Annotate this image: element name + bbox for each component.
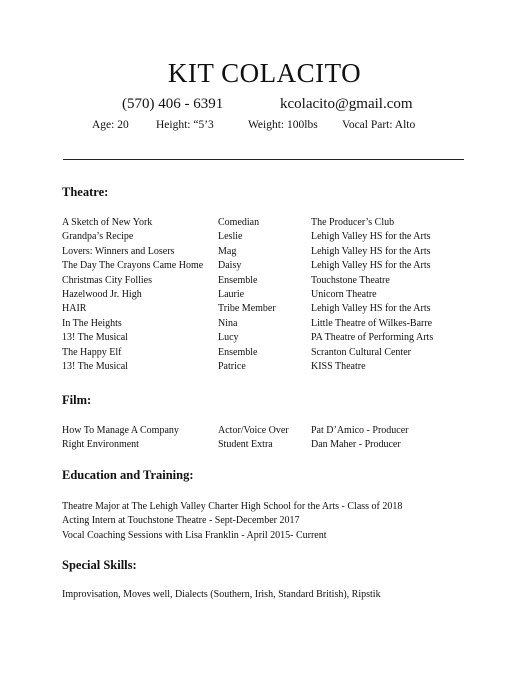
list-item: Improvisation, Moves well, Dialects (Southern, Irish, Standard British), Ripstik (62, 589, 381, 600)
credit-title: Hazelwood Jr. High (62, 288, 142, 300)
credit-role: Ensemble (218, 346, 258, 358)
credit-role: Student Extra (218, 439, 273, 451)
credit-venue: PA Theatre of Performing Arts (311, 332, 434, 344)
table-row (62, 245, 482, 259)
credit-role: Comedian (218, 217, 260, 228)
table-row (62, 360, 482, 374)
credit-role: Patrice (218, 360, 246, 372)
credit-title: Christmas City Follies (62, 274, 153, 286)
height-label: Height: “5’3 (156, 119, 214, 131)
education-heading: Education and Training: (62, 468, 194, 482)
table-row (62, 438, 482, 452)
credit-title: The Happy Elf (62, 346, 122, 358)
credit-title: 13! The Musical (62, 360, 128, 372)
table-row (62, 216, 482, 230)
credit-role: Ensemble (218, 274, 258, 286)
credit-role: Daisy (218, 260, 242, 272)
phone-number: (570) 406 - 6391 (122, 96, 224, 112)
table-row (62, 274, 482, 288)
header-divider (63, 159, 464, 160)
credit-venue: The Producer’s Club (311, 217, 395, 228)
table-row (62, 346, 482, 360)
credit-role: Lucy (218, 332, 239, 344)
age-label: Age: 20 (92, 119, 129, 131)
table-row (62, 331, 482, 345)
credit-role: Tribe Member (218, 303, 276, 315)
skills-heading: Special Skills: (62, 558, 137, 572)
email-address: kcolacito@gmail.com (280, 96, 413, 112)
vocal-part-label: Vocal Part: Alto (342, 119, 416, 131)
credit-venue: Little Theatre of Wilkes-Barre (311, 317, 433, 329)
theatre-heading: Theatre: (62, 185, 109, 199)
table-row (62, 230, 482, 244)
credit-venue: Lehigh Valley HS for the Arts (311, 260, 431, 272)
film-heading: Film: (62, 393, 92, 407)
film-list (62, 424, 482, 453)
credit-title: How To Manage A Company (62, 425, 179, 436)
credit-role: Laurie (218, 288, 245, 300)
skills-list (62, 588, 482, 602)
credit-title: Grandpa’s Recipe (62, 231, 134, 243)
credit-venue: Pat D’Amico - Producer (311, 425, 409, 436)
list-item: Acting Intern at Touchstone Theatre - Sept-December 2017 (62, 515, 300, 527)
credit-title: The Day The Crayons Came Home (62, 260, 204, 272)
credit-title: In The Heights (62, 317, 122, 329)
credit-venue: Scranton Cultural Center (311, 346, 411, 358)
credit-title: Lovers: Winners and Losers (62, 245, 175, 257)
credit-role: Nina (218, 317, 238, 329)
credit-title: Right Environment (62, 439, 139, 451)
table-row (62, 259, 482, 273)
table-row (62, 424, 482, 438)
credit-venue: Touchstone Theatre (311, 274, 390, 286)
credit-role: Actor/Voice Over (218, 425, 289, 436)
table-row (62, 317, 482, 331)
credit-venue: Dan Maher - Producer (311, 439, 401, 451)
credit-role: Leslie (218, 231, 243, 243)
education-list (62, 500, 482, 543)
theatre-list (62, 216, 482, 374)
weight-label: Weight: 100lbs (248, 119, 318, 131)
credit-venue: Unicorn Theatre (311, 288, 377, 300)
credit-title: A Sketch of New York (62, 217, 153, 228)
table-row (62, 288, 482, 302)
resume-name: KIT COLACITO (167, 58, 362, 88)
credit-venue: Lehigh Valley HS for the Arts (311, 303, 431, 315)
list-item: Theatre Major at The Lehigh Valley Charter High School for the Arts - Class of 2018 (62, 501, 403, 512)
credit-title: 13! The Musical (62, 332, 128, 344)
credit-venue: Lehigh Valley HS for the Arts (311, 231, 431, 243)
credit-venue: Lehigh Valley HS for the Arts (311, 245, 431, 257)
contact-line (122, 95, 432, 113)
table-row (62, 302, 482, 316)
list-item: Vocal Coaching Sessions with Lisa Franklin - April 2015- Current (62, 529, 327, 541)
credit-title: HAIR (62, 303, 87, 315)
credit-venue: KISS Theatre (311, 360, 366, 372)
credit-role: Mag (218, 245, 237, 257)
